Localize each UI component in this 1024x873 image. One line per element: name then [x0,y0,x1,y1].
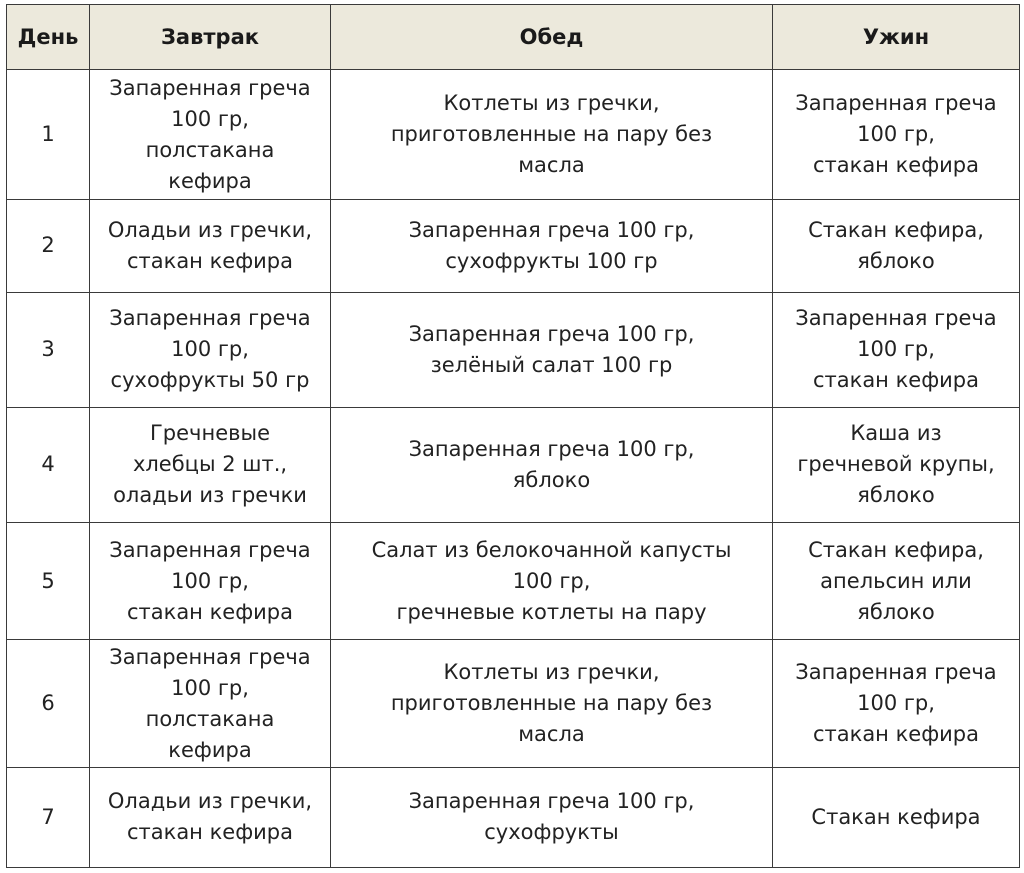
buckwheat-diet-table [6,4,1020,868]
breakfast-cell: Гречневые хлебцы 2 шт., оладьи из гречки [90,407,331,522]
header-day: День [7,5,90,70]
table-row [7,200,1020,292]
table-row [7,292,1020,407]
dinner-cell: Запаренная греча 100 гр, стакан кефира [773,640,1020,767]
dinner-cell: Запаренная греча 100 гр, стакан кефира [773,70,1020,200]
lunch-cell: Запаренная греча 100 гр, яблоко [331,407,773,522]
dinner-cell: Стакан кефира, апельсин или яблоко [773,523,1020,640]
breakfast-cell: Запаренная греча 100 гр, полстакана кефира [90,640,331,767]
table-body [7,70,1020,868]
header-row [7,5,1020,70]
dinner-cell: Стакан кефира, яблоко [773,200,1020,292]
lunch-cell: Запаренная греча 100 гр, зелёный салат 100 гр [331,292,773,407]
lunch-cell: Запаренная греча 100 гр, сухофрукты [331,767,773,867]
lunch-cell: Салат из белокочанной капусты 100 гр, гречневые котлеты на пару [331,523,773,640]
dinner-cell: Запаренная греча 100 гр, стакан кефира [773,292,1020,407]
lunch-cell: Запаренная греча 100 гр, сухофрукты 100 гр [331,200,773,292]
day-cell: 2 [7,200,90,292]
table-row [7,767,1020,867]
breakfast-cell: Оладьи из гречки, стакан кефира [90,200,331,292]
lunch-cell: Котлеты из гречки, приготовленные на пару без масла [331,70,773,200]
day-cell: 4 [7,407,90,522]
header-dinner: Ужин [773,5,1020,70]
table-header [7,5,1020,70]
table-row [7,640,1020,767]
day-cell: 7 [7,767,90,867]
header-breakfast: Завтрак [90,5,331,70]
breakfast-cell: Запаренная греча 100 гр, стакан кефира [90,523,331,640]
lunch-cell: Котлеты из гречки, приготовленные на пару без масла [331,640,773,767]
day-cell: 5 [7,523,90,640]
breakfast-cell: Запаренная греча 100 гр, сухофрукты 50 гр [90,292,331,407]
dinner-cell: Каша из гречневой крупы, яблоко [773,407,1020,522]
day-cell: 1 [7,70,90,200]
day-cell: 6 [7,640,90,767]
dinner-cell: Стакан кефира [773,767,1020,867]
table-row [7,407,1020,522]
breakfast-cell: Оладьи из гречки, стакан кефира [90,767,331,867]
table-row [7,70,1020,200]
day-cell: 3 [7,292,90,407]
table-row [7,523,1020,640]
breakfast-cell: Запаренная греча 100 гр, полстакана кефира [90,70,331,200]
header-lunch: Обед [331,5,773,70]
